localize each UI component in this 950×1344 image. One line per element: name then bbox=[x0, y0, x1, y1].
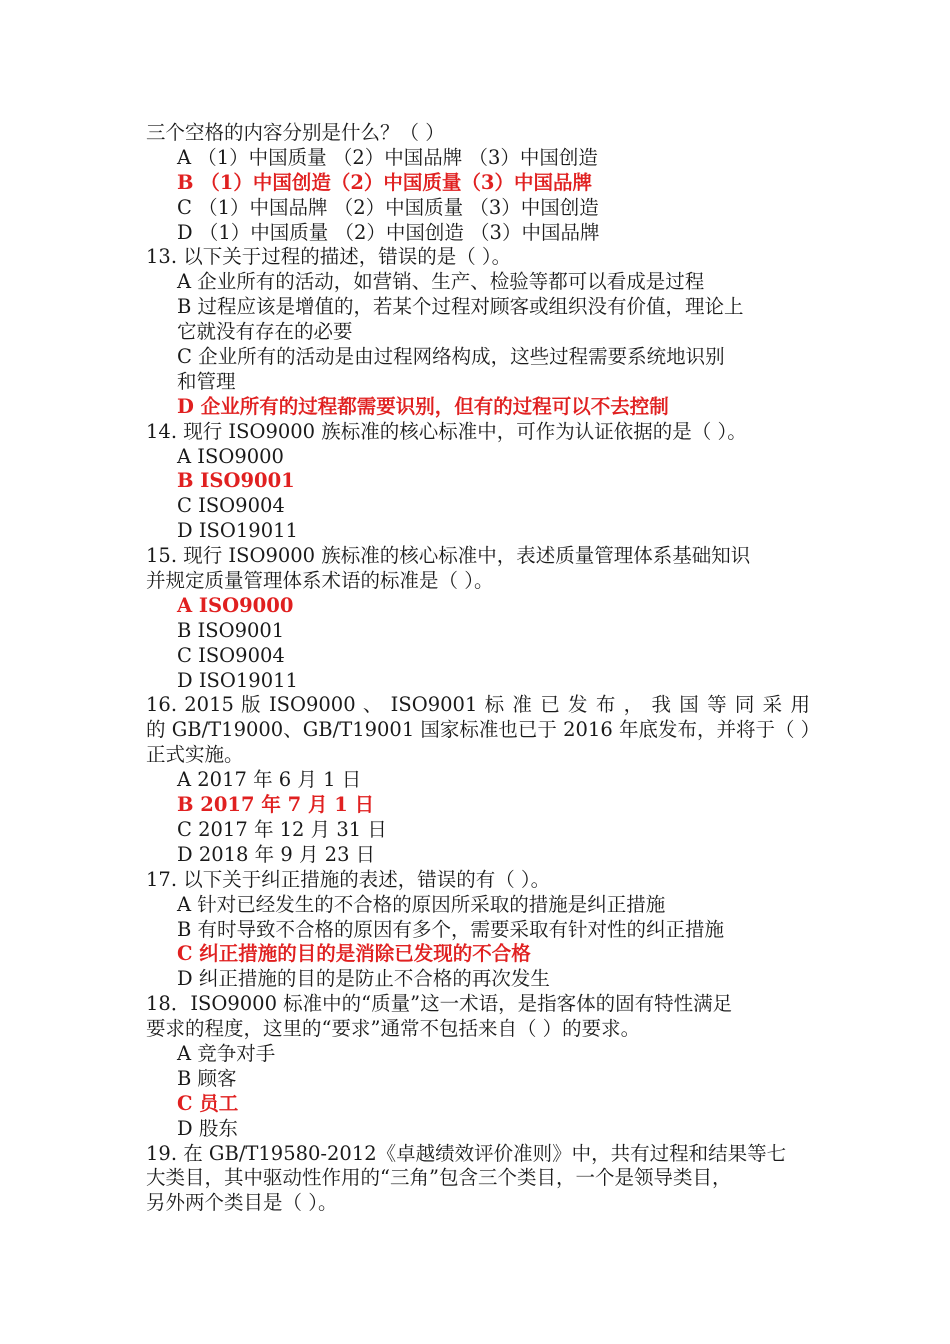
q12-option-b-answer: B （1）中国创造（2）中国质量（3）中国品牌 bbox=[177, 170, 592, 194]
q18-option-d: D 股东 bbox=[177, 1116, 238, 1140]
q12-option-d: D （1）中国质量 （2）中国创造 （3）中国品牌 bbox=[177, 220, 600, 244]
q14-option-d: D ISO19011 bbox=[177, 519, 298, 543]
q13-option-d-answer: D 企业所有的过程都需要识别，但有的过程可以不去控制 bbox=[177, 394, 669, 418]
q16-option-c: C 2017 年 12 月 31 日 bbox=[177, 817, 387, 841]
q12-stem: 三个空格的内容分别是什么？（ ） bbox=[146, 121, 445, 144]
q15-stem-cont: 并规定质量管理体系术语的标准是（ ）。 bbox=[146, 569, 494, 593]
q17-option-a: A 针对已经发生的不合格的原因所采取的措施是纠正措施 bbox=[177, 892, 666, 916]
q15-option-b: B ISO9001 bbox=[177, 618, 285, 642]
q16-stem-cont: 的 GB/T19000、GB/T19001 国家标准也已于 2016 年底发布，并将于（ ） bbox=[146, 718, 821, 742]
q13-stem: 13. 以下关于过程的描述，错误的是（ ）。 bbox=[146, 245, 512, 269]
q13-option-b: B 过程应该是增值的，若某个过程对顾客或组织没有价值，理论上 bbox=[177, 295, 744, 319]
q17-option-c-answer: C 纠正措施的目的是消除已发现的不合格 bbox=[177, 942, 531, 966]
q15-option-d: D ISO19011 bbox=[177, 668, 298, 692]
q16-stem-cont2: 正式实施。 bbox=[146, 743, 244, 767]
q14-option-b-answer: B ISO9001 bbox=[177, 469, 295, 493]
q19-stem-cont: 大类目，其中驱动性作用的“三角”包含三个类目，一个是领导类目， bbox=[146, 1166, 732, 1190]
q15-stem: 15. 现行 ISO9000 族标准的核心标准中，表述质量管理体系基础知识 bbox=[146, 544, 751, 568]
q14-option-c: C ISO9004 bbox=[177, 494, 285, 518]
q19-stem-cont2: 另外两个类目是（ ）。 bbox=[146, 1191, 338, 1215]
q14-option-a: A ISO9000 bbox=[177, 444, 284, 468]
q16-option-b-answer: B 2017 年 7 月 1 日 bbox=[177, 793, 375, 817]
q15-option-c: C ISO9004 bbox=[177, 643, 285, 667]
q13-option-a: A 企业所有的活动，如营销、生产、检验等都可以看成是过程 bbox=[177, 270, 705, 294]
q18-stem-cont: 要求的程度，这里的“要求”通常不包括来自（ ）的要求。 bbox=[146, 1017, 641, 1041]
q15-option-a-answer: A ISO9000 bbox=[177, 593, 294, 617]
q12-option-a: A （1）中国质量 （2）中国品牌 （3）中国创造 bbox=[177, 145, 598, 169]
q13-option-b-cont: 它就没有存在的必要 bbox=[177, 320, 353, 344]
q18-stem: 18．ISO9000 标准中的“质量”这一术语，是指客体的固有特性满足 bbox=[146, 992, 733, 1016]
q12-option-c: C （1）中国品牌 （2）中国质量 （3）中国创造 bbox=[177, 195, 599, 219]
q17-option-d: D 纠正措施的目的是防止不合格的再次发生 bbox=[177, 967, 550, 991]
q17-stem: 17. 以下关于纠正措施的表述，错误的有（ ）。 bbox=[146, 867, 551, 891]
q18-option-c-answer: C 员工 bbox=[177, 1091, 239, 1115]
q18-option-b: B 顾客 bbox=[177, 1066, 237, 1090]
q19-stem: 19. 在 GB/T19580-2012《卓越绩效评价准则》中，共有过程和结果等七 bbox=[146, 1141, 787, 1165]
q17-option-b: B 有时导致不合格的原因有多个，需要采取有针对性的纠正措施 bbox=[177, 917, 725, 941]
q16-stem: 16. 2015 版 ISO9000 、 ISO9001 标 准 已 发 布 ， 我 国 等 同 采 用 bbox=[146, 693, 810, 717]
q18-option-a: A 竞争对手 bbox=[177, 1041, 276, 1065]
q13-option-c-cont: 和管理 bbox=[177, 369, 236, 393]
q16-option-a: A 2017 年 6 月 1 日 bbox=[177, 768, 362, 792]
q16-option-d: D 2018 年 9 月 23 日 bbox=[177, 842, 376, 866]
q13-option-c: C 企业所有的活动是由过程网络构成，这些过程需要系统地识别 bbox=[177, 345, 725, 369]
document-page bbox=[146, 121, 821, 1216]
q14-stem: 14. 现行 ISO9000 族标准的核心标准中，可作为认证依据的是（ ）。 bbox=[146, 419, 747, 443]
